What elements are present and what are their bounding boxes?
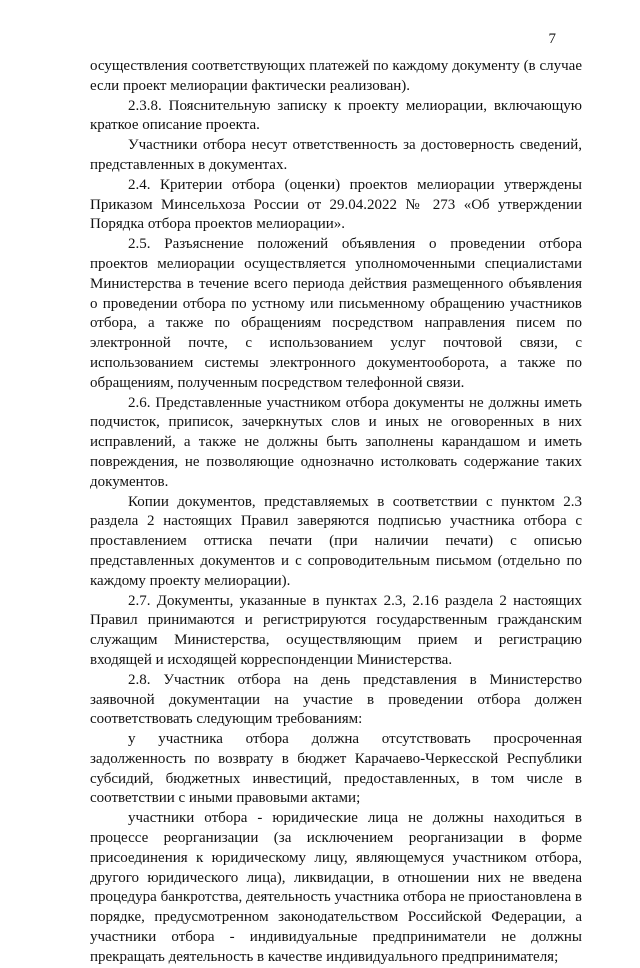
paragraph-2-5: 2.5. Разъяснение положений объявления о проведении отбора проектов мелиорации осуществляется уполномоченными специалистами Министерства в течение всего периода действия размещенного объявления о проведении отбора по устному или письменному обращению участников отбора, а также по обращениям посредством направления писем по электронной почте, с использованием услуг почтовой связи, с использованием системы электронного документооборота, а также по обращениям, полученным посредством телефонной связи. [90,236,582,391]
page-number: 7 [548,31,556,47]
paragraph-copies: Копии документов, представляемых в соответствии с пунктом 2.3 раздела 2 настоящих Правил заверяются подписью участника отбора с проставлением оттиска печати (при наличии печати) с описью представленных документов и с сопроводительным письмом (отдельно по каждому проекту мелиорации). [90,493,582,589]
paragraph-2-4: 2.4. Критерии отбора (оценки) проектов мелиорации утверждены Приказом Минсельхоза России от 29.04.2022 № 273 «Об утверждении Порядка отбора проектов мелиорации». [90,176,582,233]
paragraph-requirement-reorganization: участники отбора - юридические лица не должны находиться в процессе реорганизации (за исключением реорганизации в форме присоединения к юридическому лицу, являющемуся участником отбора, другого юридического лица), ликвидации, в отношении них не введена процедура банкротства, деятельность участника отбора не приостановлена в порядке, предусмотренном законодательством Российской Федерации, а участники отбора - индивидуальные предприниматели не должны прекращать деятельность в качестве индивидуального предпринимателя; [90,810,582,965]
paragraph-2-3-8: 2.3.8. Пояснительную записку к проекту мелиорации, включающую краткое описание проекта. [90,97,582,134]
paragraph-2-7: 2.7. Документы, указанные в пунктах 2.3, 2.16 раздела 2 настоящих Правил принимаются и регистрируются государственным гражданским служащим Министерства, осуществляющим прием и регистрацию входящей и исходящей корреспонденции Министерства. [90,592,582,668]
paragraph-2-6: 2.6. Представленные участником отбора документы не должны иметь подчисток, приписок, зачеркнутых слов и иных не оговоренных в них исправлений, а также не должны быть заполнены карандашом и иметь повреждения, не позволяющие однозначно истолковать содержание таких документов. [90,394,582,490]
paragraph-2-8: 2.8. Участник отбора на день представления в Министерство заявочной документации на участие в проведении отбора должен соответствовать следующим требованиям: [90,671,582,728]
paragraph-requirement-debt: у участника отбора должна отсутствовать просроченная задолженность по возврату в бюджет Карачаево-Черкесской Республики субсидий, бюджетных инвестиций, предоставленных, в том числе в соответствии с иными правовыми актами; [90,731,582,807]
document-body [90,57,582,968]
paragraph-responsibility: Участники отбора несут ответственность за достоверность сведений, представленных в документах. [90,137,582,173]
paragraph-continuation: осуществления соответствующих платежей по каждому документу (в случае если проект мелиорации фактически реализован). [90,58,582,94]
